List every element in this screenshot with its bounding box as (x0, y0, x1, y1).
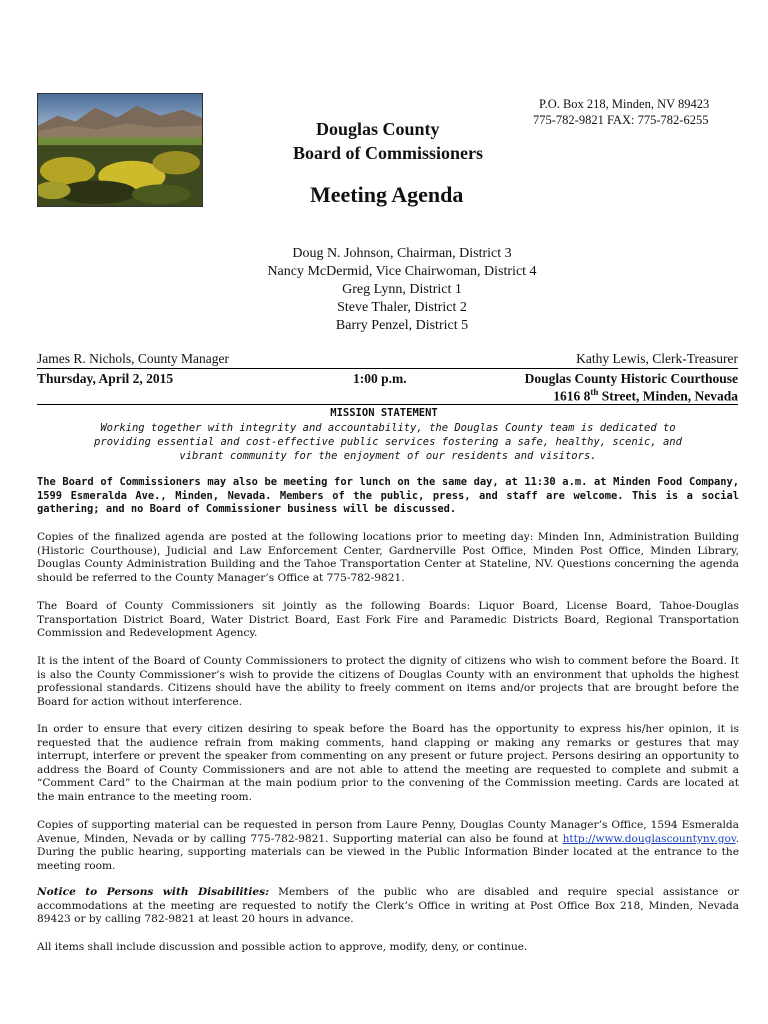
divider (37, 368, 738, 369)
commissioner-entry: Doug N. Johnson, Chairman, District 3 (292, 246, 512, 261)
commissioner-entry: Steve Thaler, District 2 (337, 300, 467, 315)
audience-conduct-paragraph: In order to ensure that every citizen desiring to speak before the Board has the opportunity to express his/her opinion, it is requested that the audience refrain from making comments, hand clapping or making any remarks or gestures that may interrupt, interfere or prevent the speaker from commenting on any present or future project. Persons desiring an opportunity to address the Board of County Commissioners and are not able to attend the meeting are requested to complete and submit a “Comment Card” to the Chairman at the main podium prior to the convening of the Commission meeting. Cards are located at the main entrance to the meeting room. (37, 723, 739, 803)
meeting-location: Douglas County Historic Courthouse (524, 371, 738, 386)
county-manager: James R. Nichols, County Manager (37, 351, 229, 366)
commissioner-list (0, 245, 768, 335)
board-name: Board of Commissioners (293, 143, 483, 163)
disabilities-notice-label: Notice to Persons with Disabilities: (37, 886, 270, 898)
mission-heading: MISSION STATEMENT (330, 407, 438, 419)
mission-statement: Working together with integrity and accountability, the Douglas County team is dedicated to providing essential and cost-effective public services fostering a safe, healthy, scenic, and vibrant community for the enjoyment of our residents and visitors. (94, 422, 682, 462)
disabilities-notice-paragraph (37, 886, 739, 927)
action-items-paragraph: All items shall include discussion and possible action to approve, modify, deny, or continue. (37, 941, 528, 953)
meeting-date: Thursday, April 2, 2015 (37, 371, 174, 386)
header-landscape-photo (37, 93, 203, 207)
divider (37, 404, 738, 405)
posting-locations-paragraph: Copies of the finalized agenda are posted at the following locations prior to meeting day: Minden Inn, Administration Building (Historic Courthouse), Judicial and Law Enforcement Center, Gardnerville Post Office, Minden Post Office, Minden Library, Douglas County Administration Building and the Tahoe Transportation Center at Stateline, NV. Questions concerning the agenda should be referred to the County Manager’s Office at 775-782-9821. (37, 531, 739, 584)
supporting-material-text-cont: . During the public hearing, supporting materials can be viewed in the Public Information Binder located at the entrance to the meeting room. (37, 832, 739, 872)
commissioner-entry: Greg Lynn, District 1 (342, 282, 462, 297)
county-name: Douglas County (316, 119, 440, 139)
citizen-dignity-paragraph: It is the intent of the Board of County Commissioners to protect the dignity of citizens who wish to comment before the Board. It is also the County Commissioner’s wish to provide the citizens of Douglas County with an environment that upholds the highest professional standards. Citizens should have the ability to freely comment on items and/or projects that are brought before the Board for action without interference. (37, 655, 739, 708)
landscape-image (38, 94, 202, 206)
county-website-link[interactable]: http://www.douglascountynv.gov (562, 832, 736, 845)
meeting-address: 1616 8th Street, Minden, Nevada (553, 387, 738, 404)
mailing-address: P.O. Box 218, Minden, NV 89423 (539, 97, 710, 111)
lunch-notice: The Board of Commissioners may also be meeting for lunch on the same day, at 11:30 a.m. at Minden Food Company, 1599 Esmeralda Ave., Minden, Nevada. Members of the public, press, and staff are welcome. This is a social gathering; and no Board of Commissioner business will be discussed. (37, 476, 739, 516)
document-title: Meeting Agenda (310, 182, 464, 207)
supporting-material-paragraph (37, 819, 739, 873)
commissioner-entry: Barry Penzel, District 5 (335, 318, 469, 333)
meeting-time: 1:00 p.m. (353, 371, 407, 386)
joint-boards-paragraph: The Board of County Commissioners sit jointly as the following Boards: Liquor Board, License Board, Tahoe-Douglas Transportation District Board, Water District Board, East Fork Fire and Paramedic Districts Board, Regional Transportation Commission and Redevelopment Agency. (37, 600, 739, 640)
phone-fax: 775-782-9821 FAX: 775-782-6255 (533, 113, 709, 127)
disabilities-notice-text: Members of the public who are disabled and require special assistance or accommodations at the meeting are requested to notify the Clerk’s Office in writing at Post Office Box 218, Minden, Nevada 89423 or by calling 782-9821 at least 20 hours in advance. (37, 886, 739, 926)
clerk-treasurer: Kathy Lewis, Clerk-Treasurer (576, 351, 738, 366)
supporting-material-text: Copies of supporting material can be requested in person from Laure Penny, Douglas County Manager’s Office, 1594 Esmeralda Avenue, Minden, Nevada or by calling 775-782-9821. Supporting material can also be found at (37, 819, 739, 845)
commissioner-entry: Nancy McDermid, Vice Chairwoman, District 4 (267, 264, 537, 279)
